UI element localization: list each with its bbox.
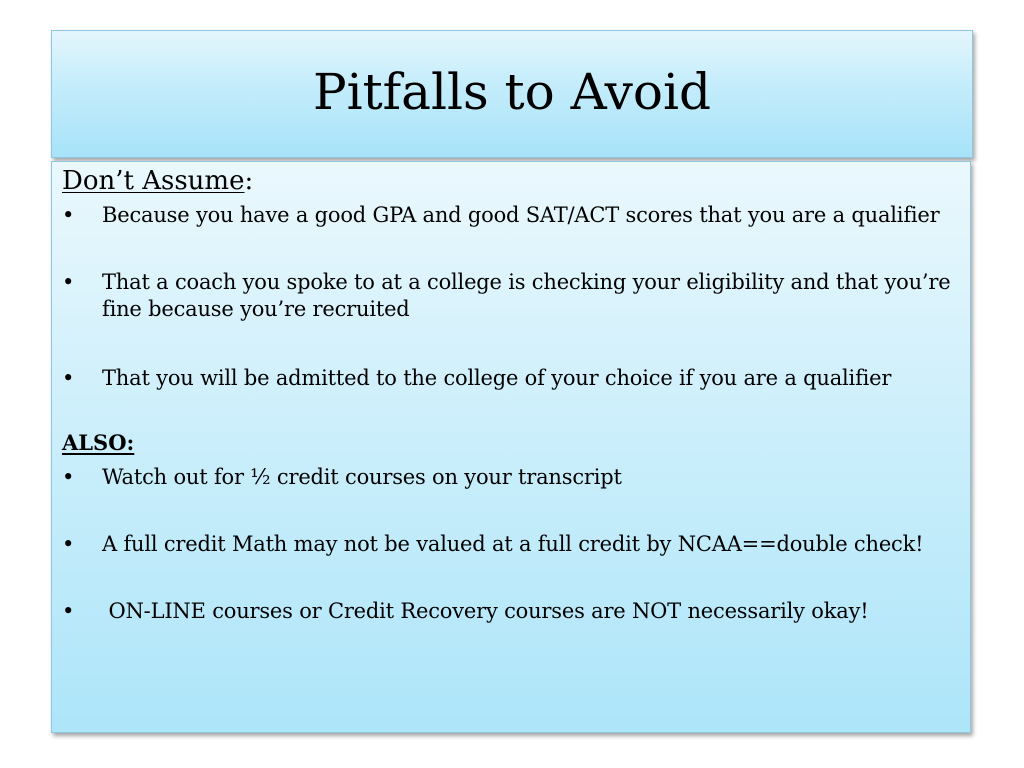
bullet-text: That a coach you spoke to at a college is checking your eligibility and that you’re fine because you’re recruited — [102, 270, 951, 321]
bullet-text: That you will be admitted to the college of your choice if you are a qualifier — [102, 366, 892, 390]
bullet-icon: • — [62, 366, 75, 390]
bullet-text: Watch out for ½ credit courses on your transcript — [102, 465, 622, 489]
also-heading-text: ALSO: — [62, 430, 135, 455]
list-item — [62, 202, 960, 229]
list-item — [62, 464, 960, 491]
list-item — [62, 598, 960, 625]
bullet-text: A full credit Math may not be valued at a full credit by NCAA==double check! — [102, 532, 924, 556]
content-panel — [51, 161, 971, 733]
bullet-text: ON-LINE courses or Credit Recovery courses are NOT necessarily okay! — [102, 599, 869, 623]
dont-assume-list — [62, 202, 960, 392]
list-item — [62, 531, 960, 558]
also-list — [62, 464, 960, 625]
bullet-icon: • — [62, 203, 75, 227]
bullet-icon: • — [62, 599, 75, 623]
bullet-icon: • — [62, 270, 75, 294]
bullet-icon: • — [62, 465, 75, 489]
title-panel — [51, 30, 973, 158]
slide-title: Pitfalls to Avoid — [312, 63, 712, 121]
list-item — [62, 269, 960, 323]
dont-assume-heading-text: Don’t Assume — [62, 166, 245, 196]
also-heading — [62, 430, 960, 456]
bullet-icon: • — [62, 532, 75, 556]
dont-assume-heading-colon: : — [244, 166, 254, 196]
dont-assume-heading — [62, 166, 960, 196]
bullet-text: Because you have a good GPA and good SAT/ACT scores that you are a qualifier — [102, 203, 940, 227]
list-item — [62, 365, 960, 392]
